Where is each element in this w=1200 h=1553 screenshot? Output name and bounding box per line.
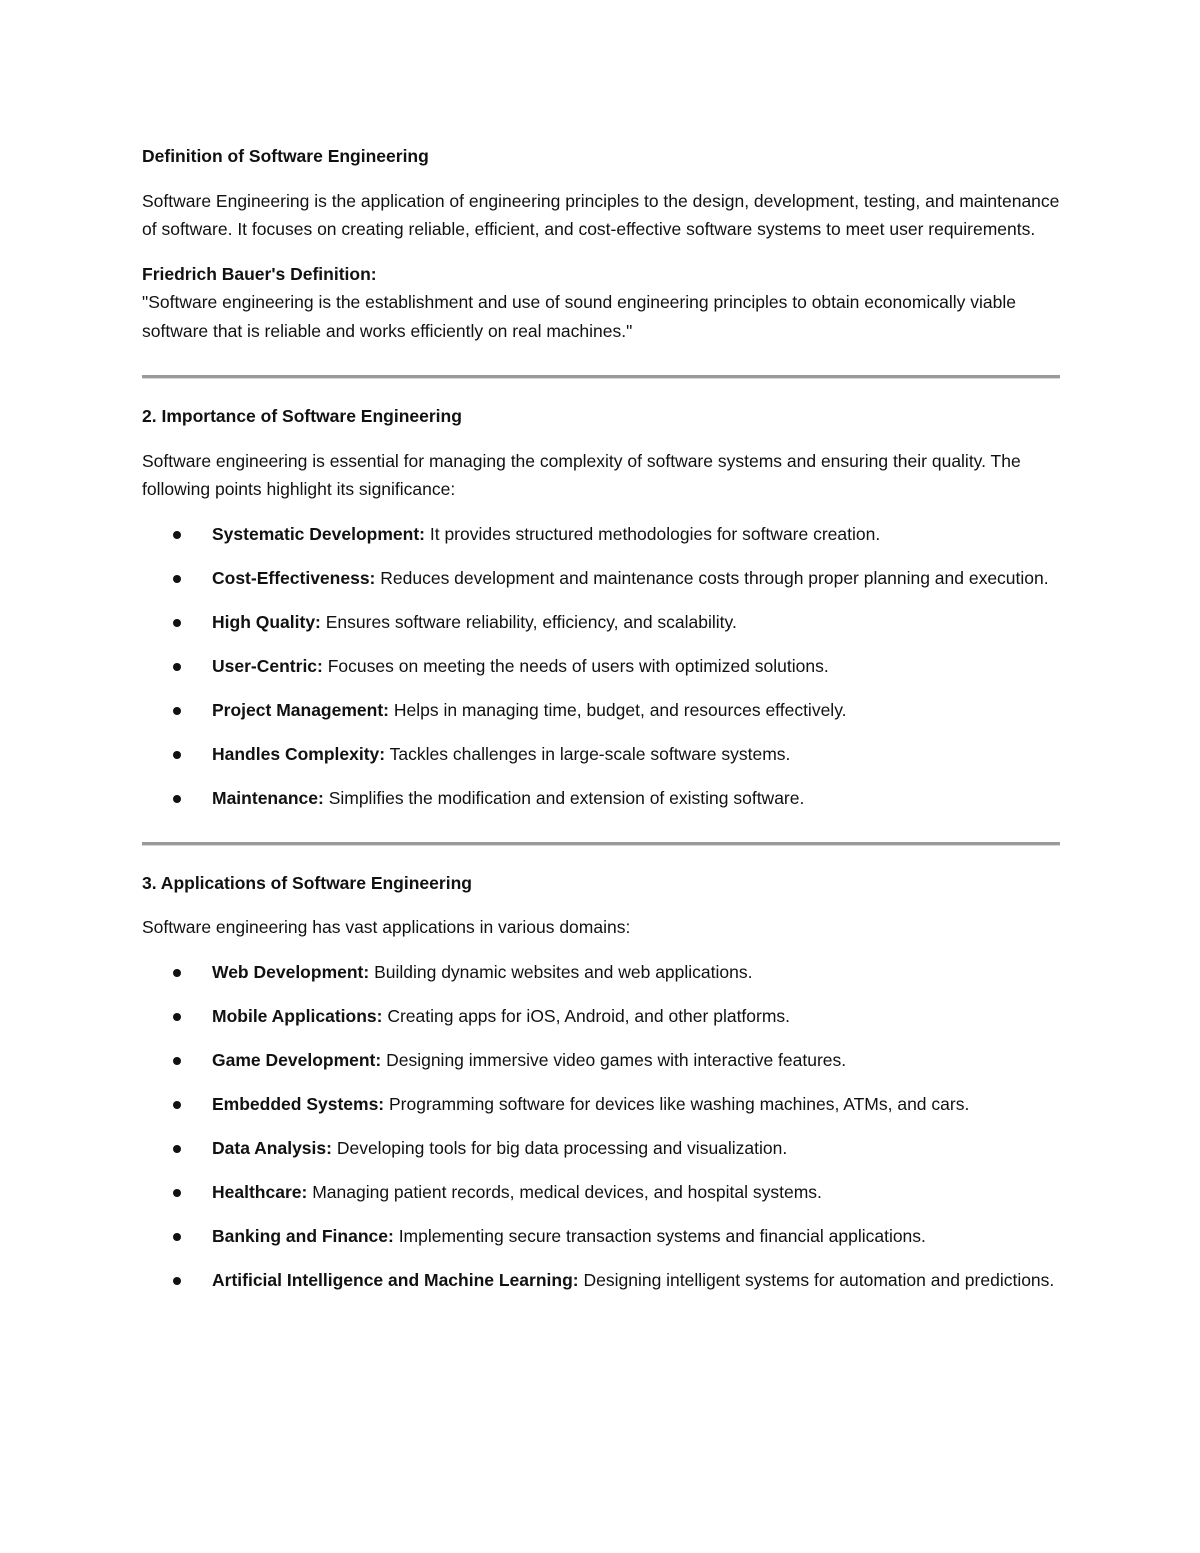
list-item-term: Handles Complexity: bbox=[212, 743, 386, 764]
list-item-term: Data Analysis: bbox=[212, 1137, 332, 1158]
bauer-quote: "Software engineering is the establishment and use of sound engineering principles to obtain economically viable software that is reliable and works efficiently on real machines." bbox=[142, 292, 1016, 341]
bullet-icon bbox=[173, 1145, 181, 1153]
list-item-text: Implementing secure transaction systems and financial applications. bbox=[393, 1225, 926, 1246]
bullet-icon bbox=[173, 1189, 181, 1197]
applications-intro: Software engineering has vast applications in various domains: bbox=[142, 917, 631, 937]
section-definition bbox=[142, 142, 1062, 345]
bullet-icon bbox=[173, 575, 181, 583]
bullet-icon bbox=[173, 969, 181, 977]
list-item-text: Developing tools for big data processing and visualization. bbox=[331, 1137, 788, 1158]
list-item bbox=[142, 1046, 1062, 1075]
list-item bbox=[142, 1002, 1062, 1031]
list-item-term: Game Development: bbox=[212, 1049, 382, 1070]
list-item-term: Embedded Systems: bbox=[212, 1093, 385, 1114]
bullet-icon bbox=[173, 707, 181, 715]
list-item-term: Artificial Intelligence and Machine Learning: bbox=[212, 1269, 579, 1290]
list-item bbox=[142, 784, 1062, 813]
section-applications bbox=[142, 869, 1062, 1295]
importance-list bbox=[142, 520, 1062, 813]
list-item-text: It provides structured methodologies for software creation. bbox=[425, 523, 881, 544]
list-item-text: Focuses on meeting the needs of users with optimized solutions. bbox=[322, 655, 829, 676]
bullet-icon bbox=[173, 1277, 181, 1285]
list-item-term: Mobile Applications: bbox=[212, 1005, 383, 1026]
list-item-term: Maintenance: bbox=[212, 787, 324, 808]
applications-list bbox=[142, 958, 1062, 1295]
list-item-text: Designing intelligent systems for automation and predictions. bbox=[578, 1269, 1055, 1290]
bullet-icon bbox=[173, 619, 181, 627]
list-item-text: Designing immersive video games with interactive features. bbox=[381, 1049, 847, 1070]
bullet-icon bbox=[173, 663, 181, 671]
bauer-label: Friedrich Bauer's Definition: bbox=[142, 263, 377, 284]
importance-intro: Software engineering is essential for managing the complexity of software systems and ensuring their quality. The following points highlight its significance: bbox=[142, 450, 1021, 499]
list-item bbox=[142, 1134, 1062, 1163]
list-item bbox=[142, 652, 1062, 681]
list-item-text: Helps in managing time, budget, and resources effectively. bbox=[388, 699, 847, 720]
bullet-icon bbox=[173, 1013, 181, 1021]
list-item bbox=[142, 740, 1062, 769]
list-item-text: Managing patient records, medical devices, and hospital systems. bbox=[307, 1181, 822, 1202]
list-item-text: Tackles challenges in large-scale software systems. bbox=[385, 743, 791, 764]
section-importance bbox=[142, 402, 1062, 812]
definition-paragraph: Software Engineering is the application of engineering principles to the design, development, testing, and maintenance of software. It focuses on creating reliable, efficient, and cost-effective software systems to meet user requirements. bbox=[142, 190, 1060, 239]
bullet-icon bbox=[173, 1233, 181, 1241]
list-item-text: Simplifies the modification and extension of existing software. bbox=[323, 787, 805, 808]
list-item-text: Ensures software reliability, efficiency, and scalability. bbox=[320, 611, 737, 632]
bullet-icon bbox=[173, 751, 181, 759]
bullet-icon bbox=[173, 531, 181, 539]
list-item-term: Banking and Finance: bbox=[212, 1225, 394, 1246]
list-item bbox=[142, 1222, 1062, 1251]
list-item-term: Cost-Effectiveness: bbox=[212, 567, 376, 588]
section-heading: Definition of Software Engineering bbox=[142, 146, 429, 166]
list-item bbox=[142, 520, 1062, 549]
list-item-term: High Quality: bbox=[212, 611, 321, 632]
document-content bbox=[142, 142, 1062, 1310]
list-item bbox=[142, 696, 1062, 725]
list-item-term: Web Development: bbox=[212, 961, 370, 982]
section-heading: 2. Importance of Software Engineering bbox=[142, 406, 462, 426]
bullet-icon bbox=[173, 1057, 181, 1065]
list-item bbox=[142, 608, 1062, 637]
list-item bbox=[142, 1266, 1062, 1295]
list-item-text: Reduces development and maintenance costs through proper planning and execution. bbox=[375, 567, 1049, 588]
section-heading: 3. Applications of Software Engineering bbox=[142, 872, 472, 893]
bauer-definition bbox=[142, 260, 1062, 346]
list-item bbox=[142, 1090, 1062, 1119]
list-item-term: Systematic Development: bbox=[212, 523, 425, 544]
list-item bbox=[142, 958, 1062, 987]
list-item-term: Project Management: bbox=[212, 699, 389, 720]
bullet-icon bbox=[173, 795, 181, 803]
list-item-text: Building dynamic websites and web applications. bbox=[369, 961, 753, 982]
bullet-icon bbox=[173, 1101, 181, 1109]
list-item-term: User-Centric: bbox=[212, 655, 323, 676]
list-item bbox=[142, 1178, 1062, 1207]
list-item-term: Healthcare: bbox=[212, 1181, 308, 1202]
list-item bbox=[142, 564, 1062, 593]
list-item-text: Creating apps for iOS, Android, and other platforms. bbox=[382, 1005, 791, 1026]
list-item-text: Programming software for devices like washing machines, ATMs, and cars. bbox=[384, 1093, 970, 1114]
